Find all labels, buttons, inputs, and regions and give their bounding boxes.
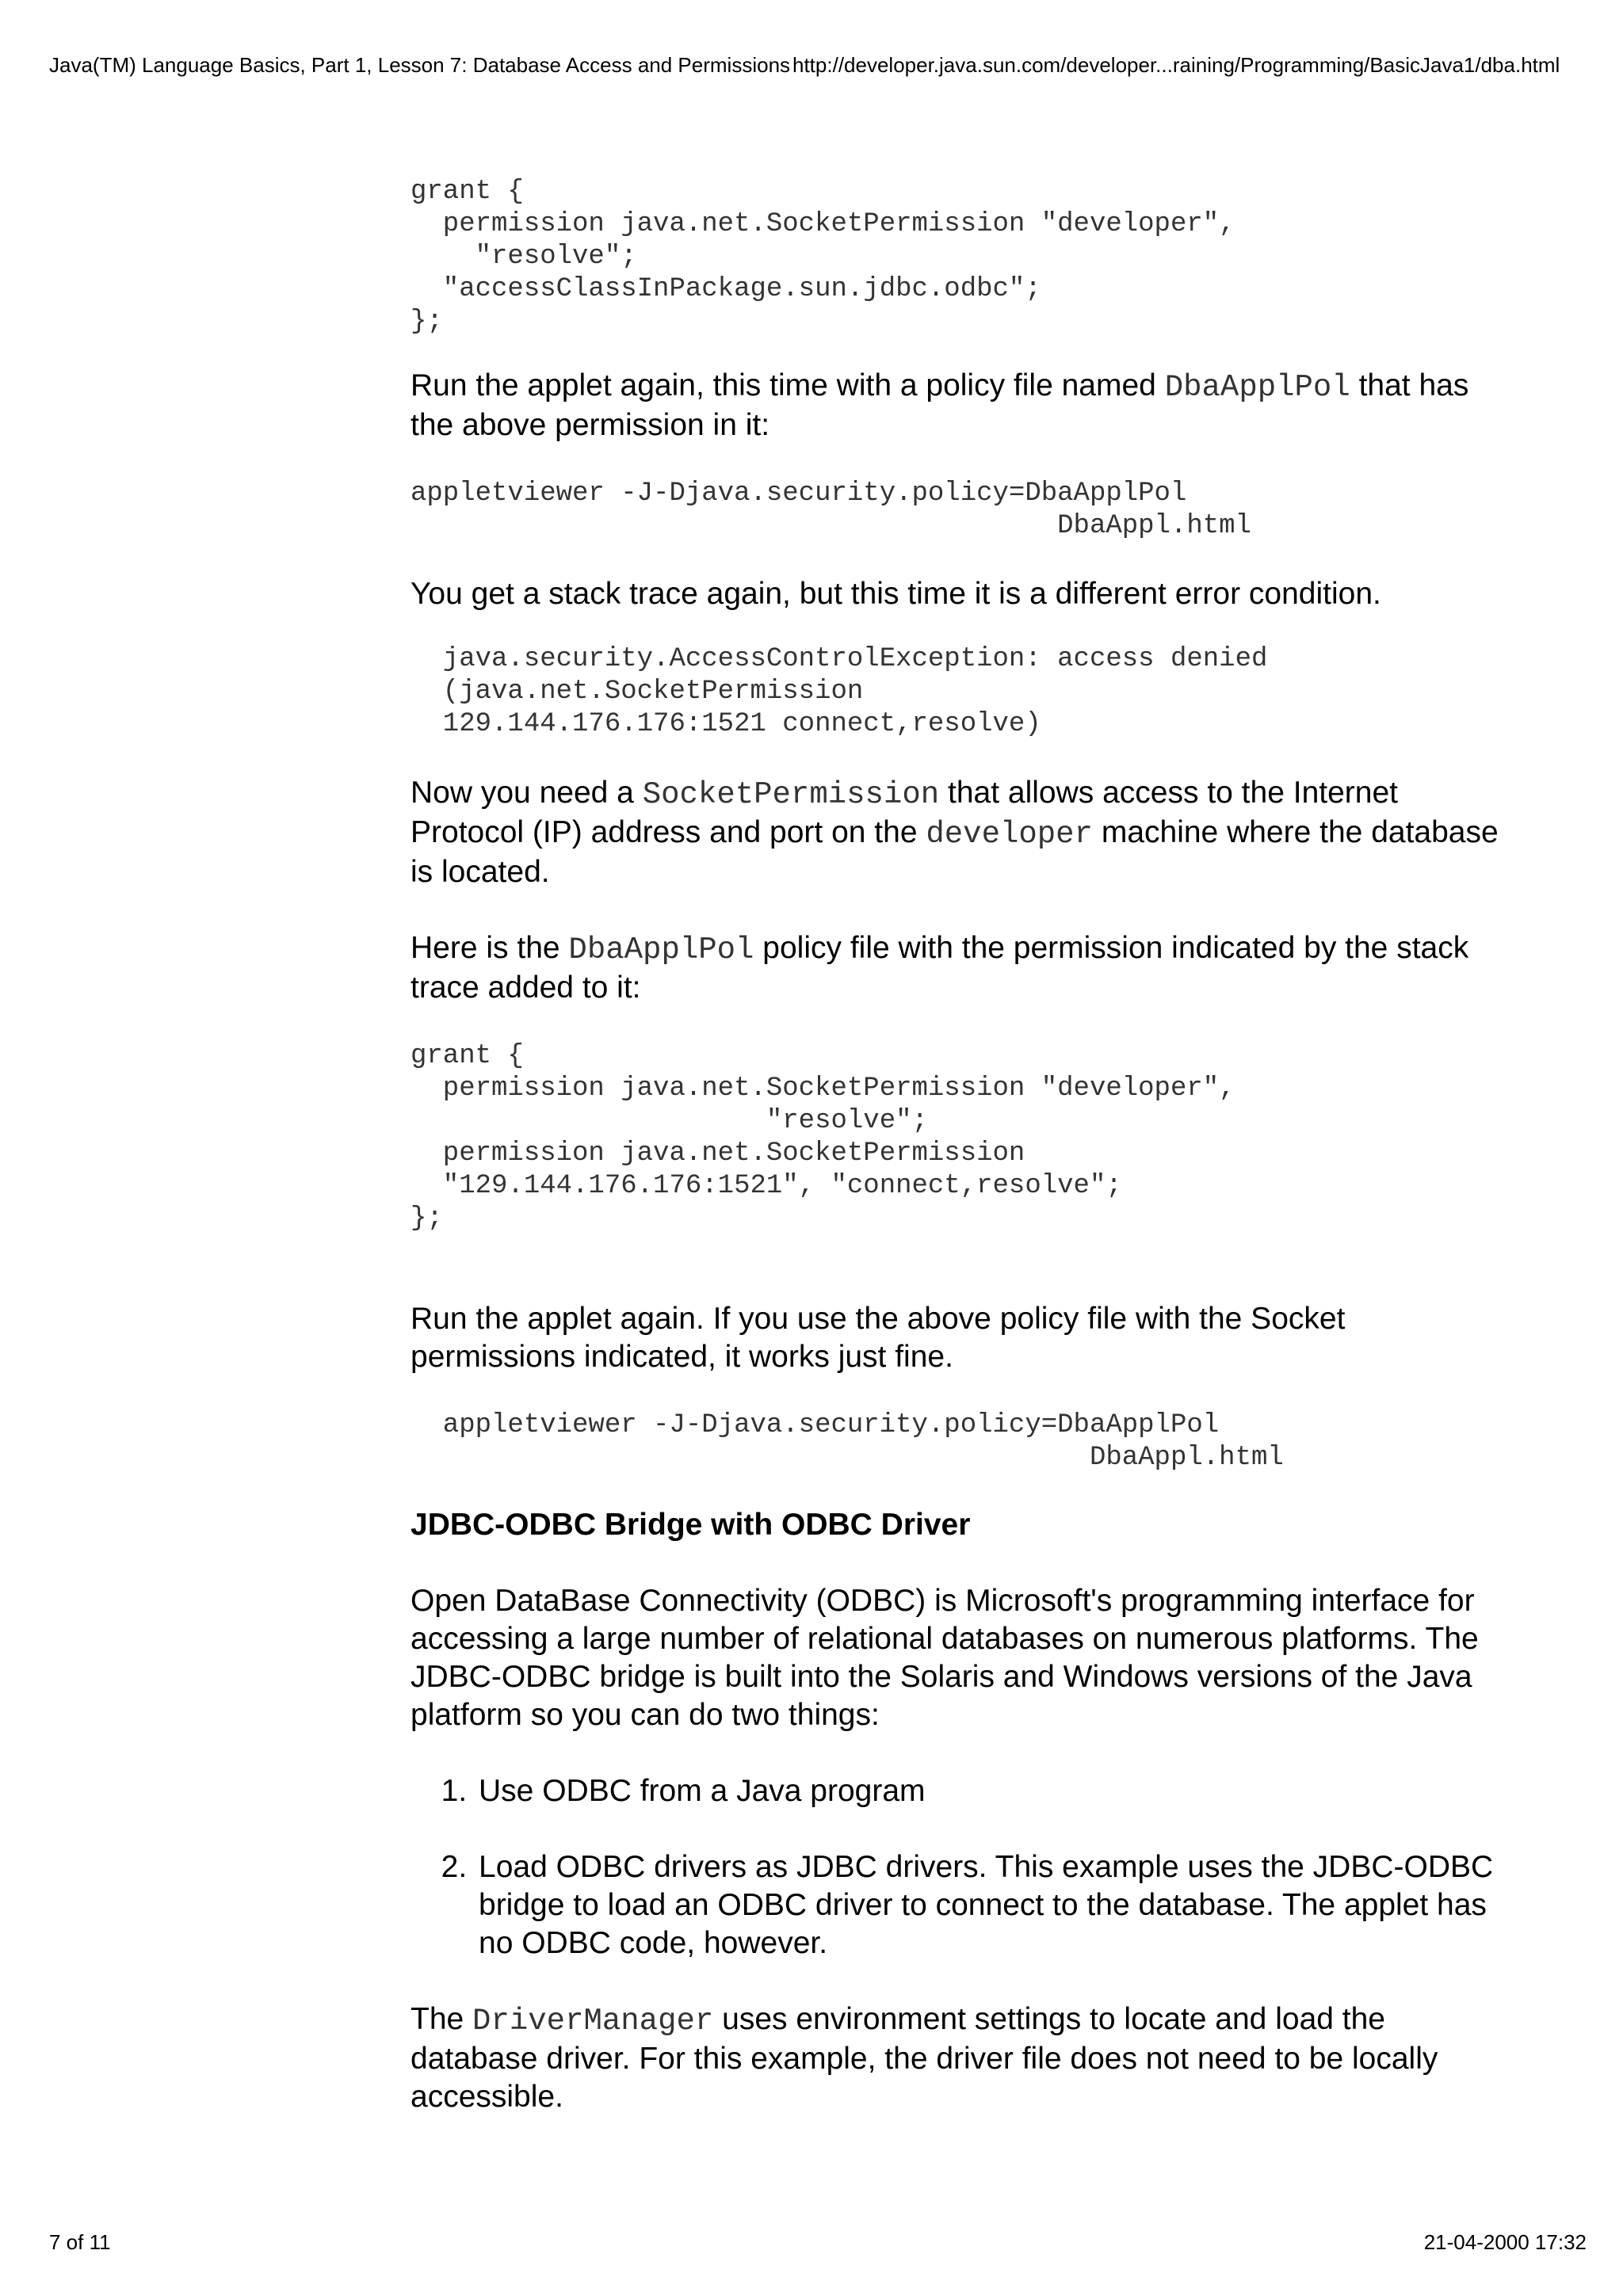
page-url[interactable]: http://developer.java.sun.com/developer...raining/Programming/BasicJava1/dba.html xyxy=(792,53,1560,77)
page-title: Java(TM) Language Basics, Part 1, Lesson 7: Database Access and Permissions xyxy=(49,53,791,77)
paragraph-socket-permission xyxy=(411,774,1504,891)
text-run: uses environment settings to locate and load the database driver. For this example, the driver file does not need to be locally accessible. xyxy=(411,2002,1438,2114)
paragraph-driver-manager xyxy=(411,2000,1504,2116)
list-item: 2. Load ODBC drivers as JDBC drivers. This example uses the JDBC-ODBC bridge to load an ODBC driver to connect to the database. The applet has no ODBC code, however. xyxy=(475,1848,1504,1962)
inline-code: DriverManager xyxy=(472,2004,714,2039)
inline-code: SocketPermission xyxy=(642,777,940,812)
page-number: 7 of 11 xyxy=(49,2230,111,2254)
paragraph-stack-trace: You get a stack trace again, but this time it is a different error condition. xyxy=(411,577,1381,611)
code-block-exception: java.security.AccessControlException: access denied (java.net.SocketPermission 129.144.176.176:1521 connect,resolve) xyxy=(442,644,1268,739)
inline-code: DbaApplPol xyxy=(1164,370,1350,405)
text-run: that allows access to the Internet Protocol (IP) address and port on the xyxy=(411,776,1398,849)
text-run: Here is the xyxy=(411,931,569,965)
text-run: Run the applet again, this time with a policy file named xyxy=(411,368,1165,402)
text-run: The xyxy=(411,2002,473,2036)
section-heading: JDBC-ODBC Bridge with ODBC Driver xyxy=(411,1508,971,1542)
text-run: Now you need a xyxy=(411,776,643,810)
paragraph-run-applet xyxy=(411,367,1504,444)
print-header xyxy=(49,49,1587,81)
inline-code: developer xyxy=(926,817,1093,852)
code-block-policy-2: grant { permission java.net.SocketPermission "developer", "resolve"; permission java.net.SocketPermission "129.144.176.176:1521", "connect,resolve"; }; xyxy=(411,1041,1235,1234)
text-run: that has the above permission in it: xyxy=(411,368,1469,442)
code-block-policy-1: grant { permission java.net.SocketPermission "developer", "resolve"; "accessClassInPackage.sun.jdbc.odbc"; }; xyxy=(411,177,1235,337)
paragraph-odbc: Open DataBase Connectivity (ODBC) is Microsoft's programming interface for accessing a large number of relational databases on numerous platforms. The JDBC-ODBC bridge is built into the Solaris and Windows versions of the Java platform so you can do two things: xyxy=(411,1584,1479,1732)
print-date: 21-04-2000 17:32 xyxy=(1423,2230,1587,2254)
code-block-appletviewer-1: appletviewer -J-Djava.security.policy=DbaApplPol DbaAppl.html xyxy=(411,479,1251,541)
code-block-appletviewer-2: appletviewer -J-Djava.security.policy=DbaApplPol DbaAppl.html xyxy=(442,1410,1284,1473)
inline-code: DbaApplPol xyxy=(568,933,754,967)
text-run: policy file with the permission indicated by the stack trace added to it: xyxy=(411,931,1469,1005)
paragraph-run-again: Run the applet again. If you use the above policy file with the Socket permissions indicated, it works just fine. xyxy=(411,1302,1346,1374)
paragraph-policy-file xyxy=(411,929,1504,1007)
numbered-list xyxy=(411,1772,1504,1962)
text-run: machine where the database is located. xyxy=(411,815,1499,889)
document-body xyxy=(411,176,1504,2116)
list-item: 1. Use ODBC from a Java program xyxy=(475,1772,1504,1810)
